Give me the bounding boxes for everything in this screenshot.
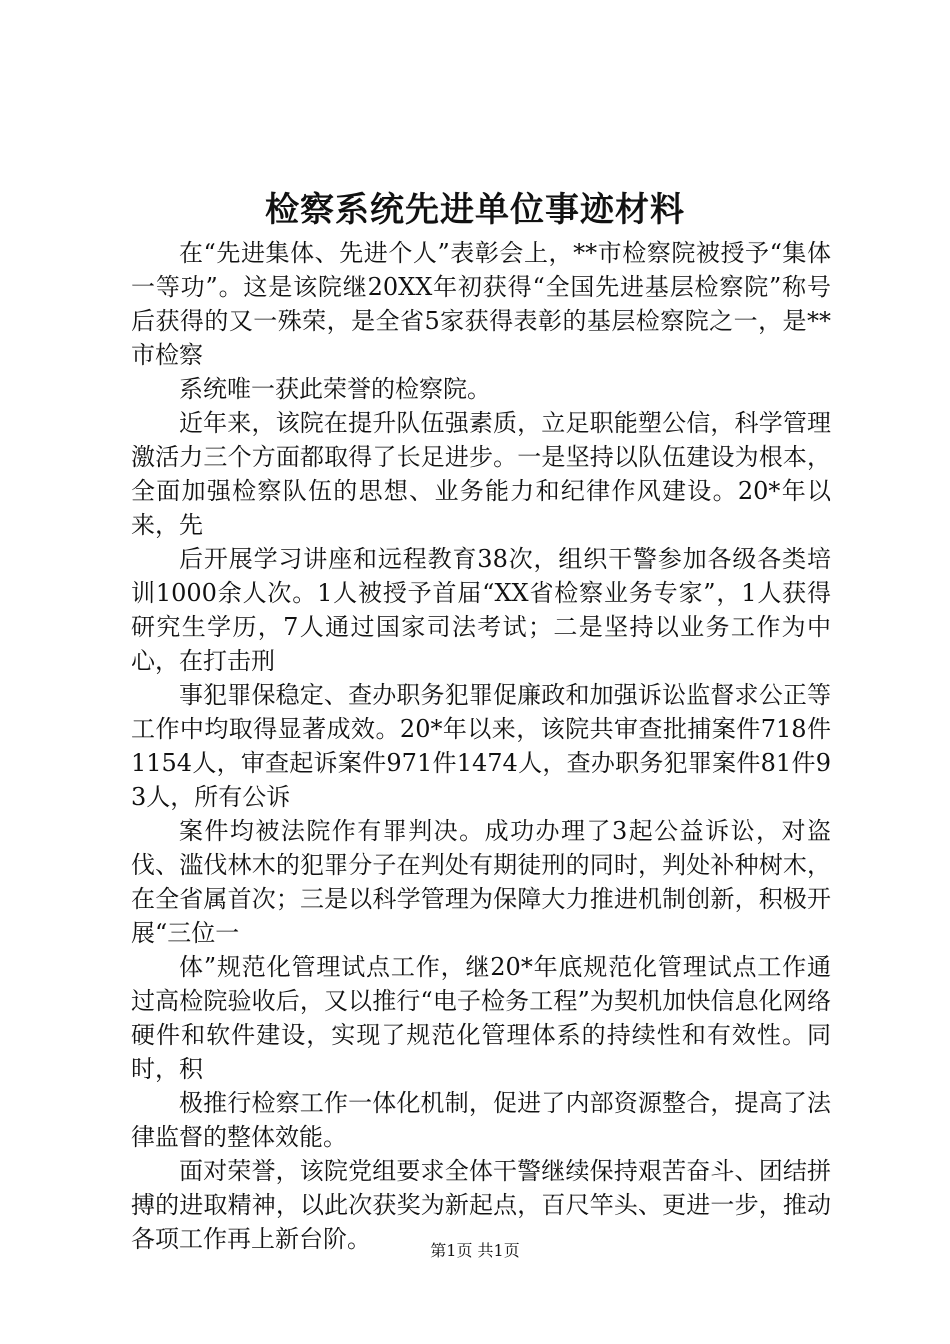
document-title: 检察系统先进单位事迹材料 bbox=[265, 190, 685, 230]
document-body bbox=[131, 236, 831, 1256]
paragraph-5: 事犯罪保稳定、查办职务犯罪促廉政和加强诉讼监督求公正等工作中均取得显著成效。20*年以来，该院共审查批捕案件718件1154人，审查起诉案件971件1474人，查办职务犯罪案件81件93人，所有公诉 bbox=[131, 681, 831, 811]
paragraph-9: 面对荣誉，该院党组要求全体干警继续保持艰苦奋斗、团结拼搏的进取精神，以此次获奖为新起点，百尺竿头、更进一步，推动各项工作再上新台阶。 bbox=[131, 1157, 831, 1253]
paragraph-7: 体”规范化管理试点工作，继20*年底规范化管理试点工作通过高检院验收后，又以推行“电子检务工程”为契机加快信息化网络硬件和软件建设，实现了规范化管理体系的持续性和有效性。同时，积 bbox=[131, 953, 831, 1083]
paragraph-2: 系统唯一获此荣誉的检察院。 bbox=[179, 375, 491, 403]
paragraph-8: 极推行检察工作一体化机制，促进了内部资源整合，提高了法律监督的整体效能。 bbox=[131, 1089, 831, 1151]
paragraph-1: 在“先进集体、先进个人”表彰会上，**市检察院被授予“集体一等功”。这是该院继20XX年初获得“全国先进基层检察院”称号后获得的又一殊荣，是全省5家获得表彰的基层检察院之一，是**市检察 bbox=[131, 239, 831, 369]
paragraph-6: 案件均被法院作有罪判决。成功办理了3起公益诉讼，对盗伐、滥伐林木的犯罪分子在判处有期徒刑的同时，判处补种树木，在全省属首次；三是以科学管理为保障大力推进机制创新，积极开展“三位一 bbox=[131, 817, 831, 947]
page-footer: 第1页 共1页 bbox=[430, 1241, 520, 1260]
paragraph-3: 近年来，该院在提升队伍强素质，立足职能塑公信，科学管理激活力三个方面都取得了长足进步。一是坚持以队伍建设为根本，全面加强检察队伍的思想、业务能力和纪律作风建设。20*年以来，先 bbox=[131, 409, 831, 539]
paragraph-4: 后开展学习讲座和远程教育38次，组织干警参加各级各类培训1000余人次。1人被授予首届“XX省检察业务专家”，1人获得研究生学历，7人通过国家司法考试；二是坚持以业务工作为中心，在打击刑 bbox=[131, 545, 831, 675]
